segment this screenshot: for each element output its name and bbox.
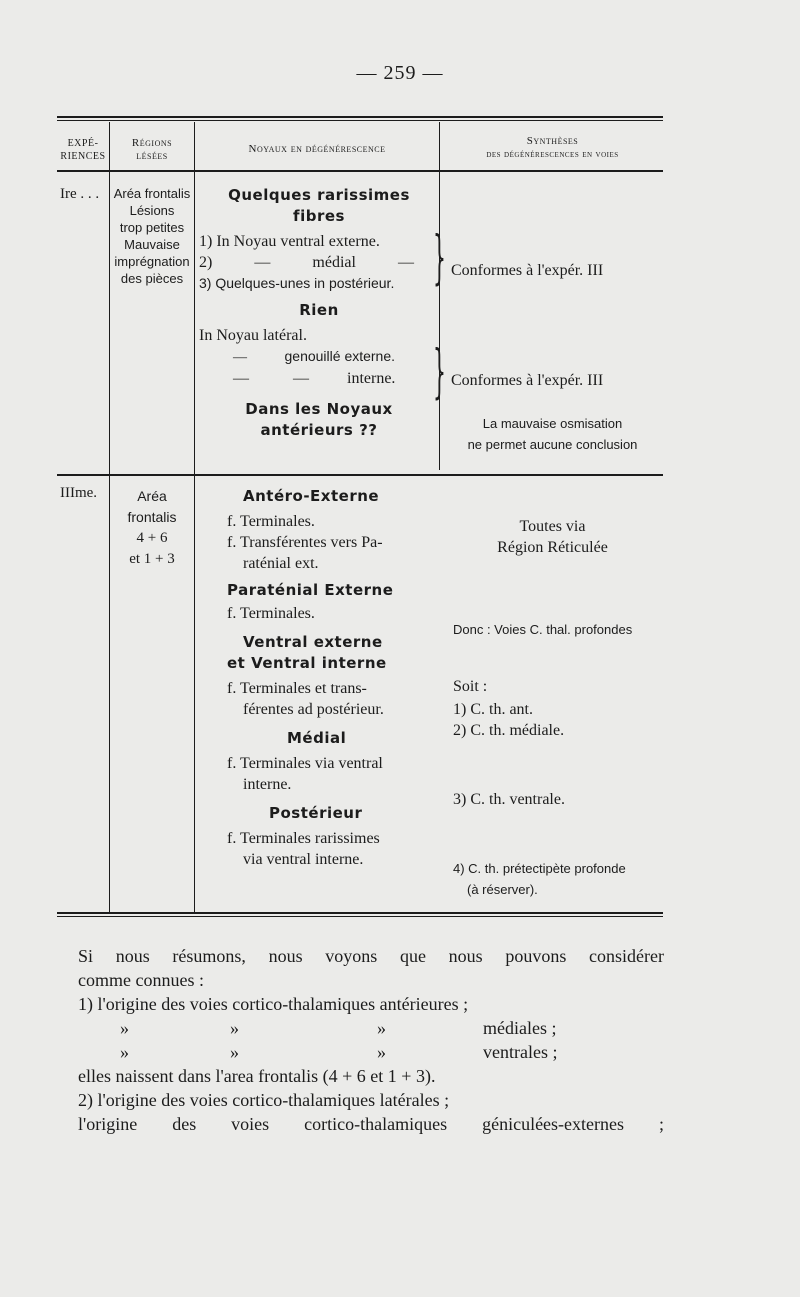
noyaux-line: férentes ad postérieur. xyxy=(243,701,384,718)
synthesis-text: Conformes à l'expér. III xyxy=(451,262,604,279)
noyaux-heading: Antéro-Externe xyxy=(243,487,380,505)
ditto-mark: » xyxy=(377,1018,386,1038)
ditto-mark: » xyxy=(120,1018,129,1038)
synthesis-note-line: La mauvaise osmisation xyxy=(482,416,623,431)
noyaux-line xyxy=(199,252,414,273)
table-top-rule xyxy=(57,116,663,118)
region-line: des pièces xyxy=(120,271,184,286)
noyaux-cell xyxy=(227,486,439,870)
header-regions-line: Régions xyxy=(131,137,173,149)
noyaux-heading: Médial xyxy=(287,729,347,747)
brace: } xyxy=(433,223,446,291)
noyaux-line xyxy=(199,368,439,389)
region-line: Aréa frontalis xyxy=(113,186,191,201)
header-syntheses xyxy=(440,135,665,161)
ditto-mark: » xyxy=(230,1042,239,1062)
paragraph-line: comme connues : xyxy=(78,970,204,990)
noyaux-line xyxy=(199,346,439,368)
noyaux-heading: Paraténial Externe xyxy=(227,581,394,599)
synthesis-note xyxy=(440,413,665,455)
ditto-word: médiales ; xyxy=(483,1018,557,1038)
regions-cell xyxy=(110,185,194,287)
noyaux-line-part: — xyxy=(233,370,249,387)
ditto-mark: » xyxy=(377,1042,386,1062)
noyaux-heading: antérieurs ?? xyxy=(260,421,378,439)
noyaux-line: via ventral interne. xyxy=(243,851,364,868)
region-line: imprégnation xyxy=(114,254,190,269)
noyaux-line-part: interne. xyxy=(347,370,396,387)
header-noyaux xyxy=(195,143,439,156)
page-number: — 259 — xyxy=(356,62,444,84)
noyaux-line: f. Terminales. xyxy=(227,513,315,530)
region-line: Aréa xyxy=(137,488,167,504)
synthesis-text: 1) C. th. ant. xyxy=(453,701,533,718)
synthesis-note: Donc : Voies C. thal. profondes xyxy=(453,622,633,637)
noyaux-line: raténial ext. xyxy=(243,555,319,572)
noyaux-heading: Rien xyxy=(299,301,339,319)
paragraph-line xyxy=(78,1040,664,1064)
noyaux-line: f. Terminales. xyxy=(227,605,315,622)
ditto-mark: » xyxy=(230,1018,239,1038)
paragraph-line: l'origine des voies cortico-thalamiques géniculées-externes ; xyxy=(78,1114,664,1134)
noyaux-heading: fibres xyxy=(293,207,345,225)
header-bottom-rule xyxy=(57,170,663,172)
paragraph-line: Si nous résumons, nous voyons que nous pouvons considérer xyxy=(78,946,664,966)
noyaux-line-part: — xyxy=(233,350,247,365)
region-line: trop petites xyxy=(119,220,185,235)
header-regions-line: lésées xyxy=(136,150,168,162)
table-bottom-rule xyxy=(57,912,663,914)
synthesis-cell xyxy=(440,516,665,558)
noyaux-line-part: — xyxy=(293,370,309,387)
paragraph-line xyxy=(78,1016,664,1040)
noyaux-line: f. Terminales et trans- xyxy=(227,680,367,697)
header-experiences-line: RIENCES xyxy=(60,151,106,162)
noyaux-heading: Quelques rarissimes xyxy=(228,186,410,204)
experience-label: IIIme. xyxy=(60,485,98,501)
table-bottom-rule-thin xyxy=(57,916,663,917)
header-syntheses-line: des dégénérescences en voies xyxy=(486,149,619,160)
regions-cell xyxy=(110,486,194,570)
noyaux-line-part: médial xyxy=(312,254,356,271)
noyaux-line-part: genouillé externe. xyxy=(284,348,396,364)
header-regions xyxy=(110,137,194,163)
synthesis-text: Région Réticulée xyxy=(497,539,608,556)
header-syntheses-line: Synthèses xyxy=(526,135,579,147)
noyaux-line: f. Terminales via ventral xyxy=(227,755,383,772)
header-experiences xyxy=(57,137,109,163)
noyaux-line: f. Transférentes vers Pa- xyxy=(227,534,383,551)
summary-paragraph xyxy=(78,944,664,1136)
noyaux-heading: et Ventral interne xyxy=(227,654,387,672)
noyaux-line: f. Terminales rarissimes xyxy=(227,830,380,847)
synthesis-note-line: 4) C. th. prétectipète profonde xyxy=(453,861,626,876)
synthesis-text: 2) C. th. médiale. xyxy=(453,722,565,739)
synthesis-text: Soit : xyxy=(453,678,488,695)
synthesis-text: Toutes via xyxy=(519,518,586,535)
ditto-word: ventrales ; xyxy=(483,1042,558,1062)
noyaux-line: 3) Quelques-unes in postérieur. xyxy=(199,275,395,291)
region-line: et 1 + 3 xyxy=(129,551,175,567)
paragraph-line: elles naissent dans l'area frontalis (4 + 6 et 1 + 3). xyxy=(78,1066,436,1086)
header-experiences-line: EXPÉ- xyxy=(67,138,99,149)
synthesis-note xyxy=(453,858,626,900)
region-line: 4 + 6 xyxy=(136,530,168,546)
experience-label: Ire . . . xyxy=(60,186,100,202)
column-divider-2 xyxy=(194,122,195,912)
paragraph-line: 2) l'origine des voies cortico-thalamiques latérales ; xyxy=(78,1090,450,1110)
brace: } xyxy=(433,337,446,405)
noyaux-line-part: — xyxy=(397,254,414,271)
synthesis-text: Conformes à l'expér. III xyxy=(451,372,604,389)
paragraph-line: 1) l'origine des voies cortico-thalamiques antérieures ; xyxy=(78,994,469,1014)
noyaux-line-part: 2) xyxy=(199,254,213,271)
synthesis-note-line: (à réserver). xyxy=(467,882,538,897)
header-noyaux-text: Noyaux en dégénérescence xyxy=(248,143,386,155)
synthesis-note-line: ne permet aucune conclusion xyxy=(467,437,638,452)
noyaux-cell xyxy=(199,185,439,441)
table-top-rule-thin xyxy=(57,120,663,121)
ditto-mark: » xyxy=(120,1042,129,1062)
noyaux-line-part: — xyxy=(254,254,271,271)
noyaux-heading: Dans les Noyaux xyxy=(245,400,393,418)
noyaux-heading: Ventral externe xyxy=(243,633,383,651)
noyaux-line: 1) In Noyau ventral externe. xyxy=(199,233,380,250)
region-line: Mauvaise xyxy=(124,237,180,252)
noyaux-line: In Noyau latéral. xyxy=(199,327,307,344)
noyaux-heading: Postérieur xyxy=(269,804,363,822)
row-separator-rule xyxy=(57,474,663,476)
synthesis-text: 3) C. th. ventrale. xyxy=(453,791,565,808)
noyaux-line: interne. xyxy=(243,776,292,793)
region-line: Lésions xyxy=(129,203,175,218)
region-line: frontalis xyxy=(127,509,177,525)
